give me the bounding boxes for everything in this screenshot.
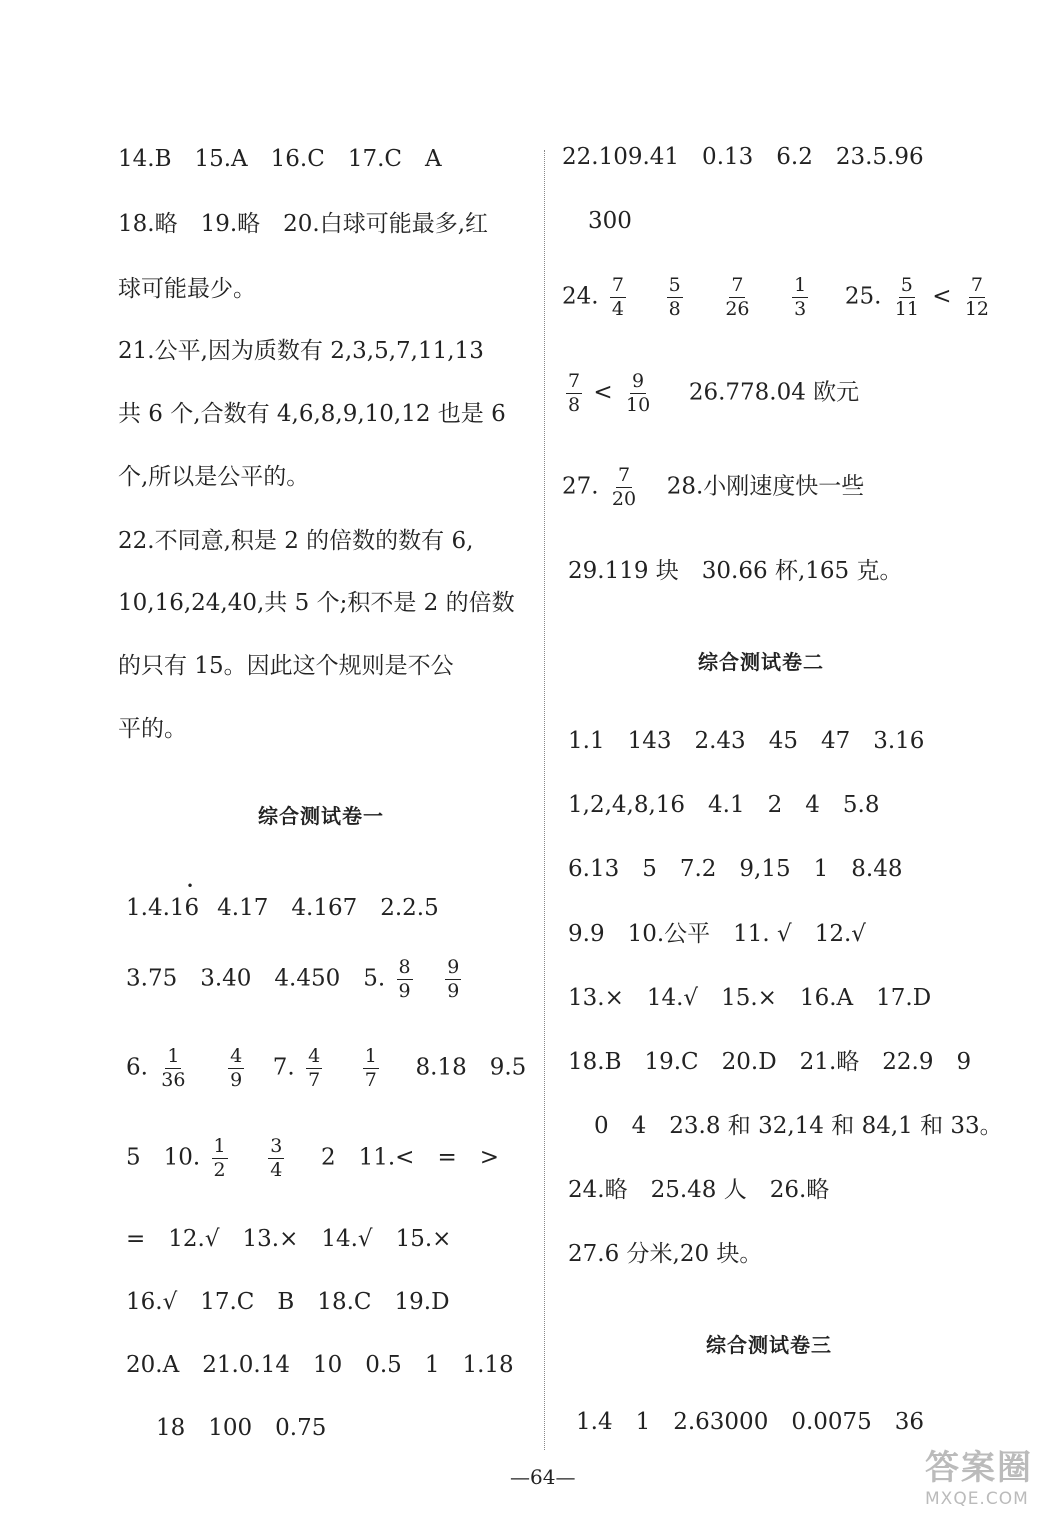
answer-text: 2 11.< = > bbox=[320, 1144, 499, 1171]
answer-line: 18.略 19.略 20.白球可能最多,红 bbox=[118, 211, 489, 237]
fraction: $\frac{9}{9}$ bbox=[447, 956, 460, 1002]
answer-line: 1.1 143 2.43 45 47 3.16 bbox=[568, 728, 925, 754]
answer-text: 4.17 4.167 2.2.5 bbox=[217, 895, 439, 921]
answer-line: 9.9 10.公平 11. √ 12.√ bbox=[568, 921, 866, 947]
page-number: —64— bbox=[510, 1465, 576, 1489]
answer-line: 0 4 23.8 和 32,14 和 84,1 和 33。 bbox=[594, 1113, 1003, 1139]
fraction: $\frac{1}{2}$ bbox=[213, 1135, 226, 1181]
fraction: $\frac{3}{4}$ bbox=[270, 1135, 283, 1181]
answer-line bbox=[126, 1137, 499, 1180]
fraction: $\frac{5}{11}$ bbox=[894, 274, 919, 320]
answer-line: 13.× 14.√ 15.× 16.A 17.D bbox=[568, 985, 932, 1011]
answer-line: 16.√ 17.C B 18.C 19.D bbox=[126, 1289, 450, 1315]
fraction: $\frac{9}{10}$ bbox=[626, 370, 651, 416]
answer-line: 300 bbox=[588, 208, 632, 234]
answer-line bbox=[562, 276, 995, 319]
answer-line bbox=[126, 1047, 526, 1090]
answer-text: 8.18 9.5 bbox=[415, 1054, 527, 1081]
answer-line: 平的。 bbox=[118, 716, 187, 742]
answer-line: 24.略 25.48 人 26.略 bbox=[568, 1177, 830, 1203]
answer-text: 27. bbox=[562, 473, 599, 500]
answer-line bbox=[126, 958, 465, 1001]
fraction: $\frac{1}{36}$ bbox=[161, 1045, 186, 1091]
answer-line: 球可能最少。 bbox=[118, 276, 256, 302]
answer-line bbox=[126, 897, 439, 920]
answer-text: 25. bbox=[844, 283, 882, 310]
watermark-text: 答案圈 bbox=[925, 1448, 1033, 1488]
watermark bbox=[925, 1440, 1060, 1525]
answer-text: 24. bbox=[562, 283, 599, 310]
answer-line: 20.A 21.0.14 10 0.5 1 1.18 bbox=[126, 1352, 514, 1378]
section-title: 综合测试卷三 bbox=[706, 1333, 832, 1357]
answer-text: 5 10. bbox=[126, 1144, 201, 1171]
fraction: $\frac{7}{20}$ bbox=[611, 464, 637, 510]
fraction: $\frac{7}{8}$ bbox=[568, 370, 581, 416]
answer-line: 6.13 5 7.2 9,15 1 8.48 bbox=[568, 856, 903, 882]
answer-text: 1.4.1 bbox=[126, 895, 185, 921]
answer-line: 29.119 块 30.66 杯,165 克。 bbox=[568, 558, 903, 584]
fraction: $\frac{7}{4}$ bbox=[611, 274, 624, 320]
answer-line: 共 6 个,合数有 4,6,8,9,10,12 也是 6 bbox=[118, 401, 506, 427]
fraction: $\frac{7}{26}$ bbox=[725, 274, 750, 320]
answer-line bbox=[562, 466, 864, 509]
less-than-sign: < bbox=[932, 283, 952, 310]
answer-line bbox=[562, 372, 859, 415]
answer-line: 18.B 19.C 20.D 21.略 22.9 9 bbox=[568, 1049, 972, 1075]
fraction: $\frac{8}{9}$ bbox=[398, 956, 411, 1002]
answer-line: 22.不同意,积是 2 的倍数的数有 6, bbox=[118, 528, 474, 554]
answer-line: 1,2,4,8,16 4.1 2 4 5.8 bbox=[568, 792, 880, 818]
answer-line: 27.6 分米,20 块。 bbox=[568, 1241, 763, 1267]
answer-line: 22.109.41 0.13 6.2 23.5.96 bbox=[562, 144, 924, 170]
watermark-url: MXQE.COM bbox=[925, 1489, 1029, 1509]
fraction: $\frac{7}{12}$ bbox=[964, 274, 990, 320]
answer-text: 7. bbox=[272, 1054, 295, 1081]
answer-line: 21.公平,因为质数有 2,3,5,7,11,13 bbox=[118, 338, 484, 364]
answer-line: 14.B 15.A 16.C 17.C A bbox=[118, 146, 442, 172]
answer-text: 3.75 3.40 4.450 5. bbox=[126, 965, 386, 992]
answer-line: = 12.√ 13.× 14.√ 15.× bbox=[126, 1226, 452, 1252]
column-divider bbox=[544, 150, 545, 1450]
fraction: $\frac{1}{3}$ bbox=[794, 274, 807, 320]
fraction: $\frac{4}{7}$ bbox=[308, 1045, 321, 1091]
answer-text: 28.小刚速度快一些 bbox=[666, 473, 865, 500]
fraction: $\frac{4}{9}$ bbox=[230, 1045, 243, 1091]
section-title: 综合测试卷一 bbox=[258, 804, 384, 828]
fraction: $\frac{1}{7}$ bbox=[364, 1045, 377, 1091]
section-title: 综合测试卷二 bbox=[698, 650, 824, 674]
answer-line: 个,所以是公平的。 bbox=[118, 464, 310, 490]
answer-line: 10,16,24,40,共 5 个;积不是 2 的倍数 bbox=[118, 590, 515, 616]
repeating-digit: • 6 bbox=[185, 895, 200, 921]
answer-text: 6. bbox=[126, 1054, 148, 1081]
less-than-sign: < bbox=[593, 379, 613, 406]
answer-line: 的只有 15。因此这个规则是不公 bbox=[118, 653, 454, 679]
answer-line: 18 100 0.75 bbox=[156, 1415, 327, 1441]
fraction: $\frac{5}{8}$ bbox=[668, 274, 681, 320]
answer-line: 1.4 1 2.63000 0.0075 36 bbox=[576, 1409, 925, 1435]
answer-text: 26.778.04 欧元 bbox=[688, 379, 860, 406]
